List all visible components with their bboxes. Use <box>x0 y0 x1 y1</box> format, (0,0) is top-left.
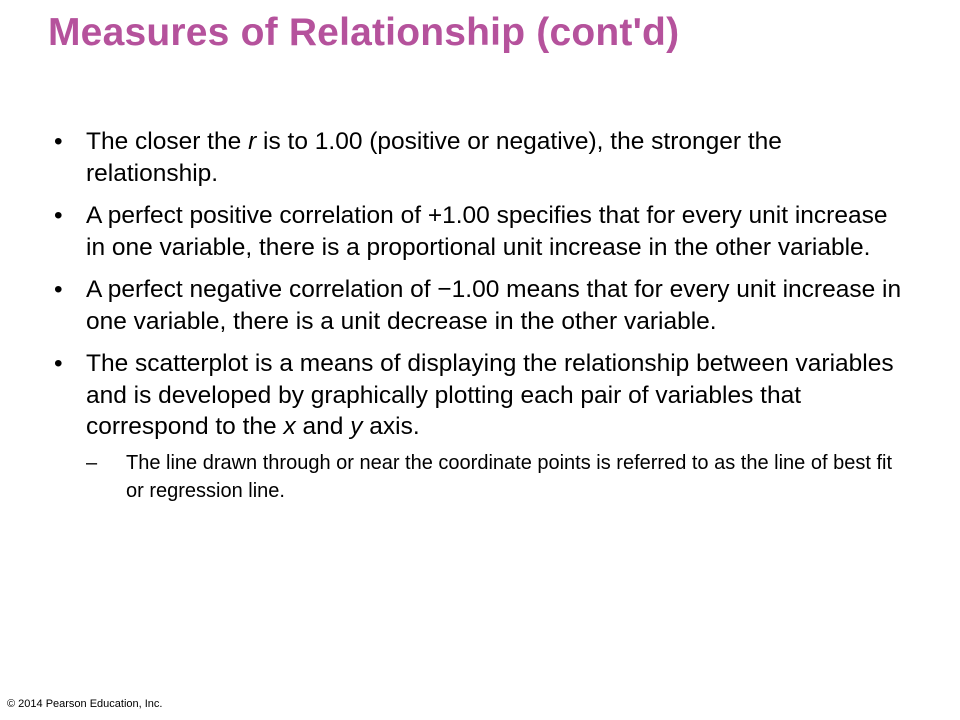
bullet-text-part: axis. <box>362 413 420 440</box>
bullet-dot-icon: • <box>54 128 63 155</box>
bullet-text-part: is to 1.00 (positive or negative), the stronger the relationship. <box>86 128 782 187</box>
bullet-text-part: and <box>295 413 351 440</box>
bullet-dot-icon: • <box>54 276 63 303</box>
bullet-text-italic: r <box>248 128 257 155</box>
bullet-list <box>48 126 908 516</box>
bullet-item <box>48 200 908 263</box>
bullet-text-part: The closer the <box>86 128 249 155</box>
bullet-text-italic: y <box>350 413 363 440</box>
bullet-item <box>48 274 908 337</box>
bullet-dot-icon: • <box>54 350 63 377</box>
bullet-item <box>48 348 908 505</box>
copyright-notice: © 2014 Pearson Education, Inc. <box>7 698 163 710</box>
bullet-text-part: A perfect positive correlation of +1.00 specifies that for every unit increase in one variable, there is a proportional unit increase in the other variable. <box>86 202 888 261</box>
bullet-text-part: The scatterplot is a means of displaying the relationship between variables and is developed by graphically plotting each pair of variables that correspond to the <box>86 350 894 440</box>
bullet-dot-icon: • <box>54 202 63 229</box>
sub-bullet-text: The line drawn through or near the coordinate points is referred to as the line of best fit or regression line. <box>126 451 892 502</box>
bullet-item <box>48 126 908 189</box>
slide-title: Measures of Relationship (cont'd) <box>48 11 680 54</box>
dash-icon: – <box>86 451 98 474</box>
bullet-text-part: A perfect negative correlation of −1.00 means that for every unit increase in one variable, there is a unit decrease in the other variable. <box>86 276 902 335</box>
bullet-text-italic: x <box>283 413 296 440</box>
sub-bullet-item <box>86 449 908 505</box>
sub-bullet-list <box>86 449 908 505</box>
